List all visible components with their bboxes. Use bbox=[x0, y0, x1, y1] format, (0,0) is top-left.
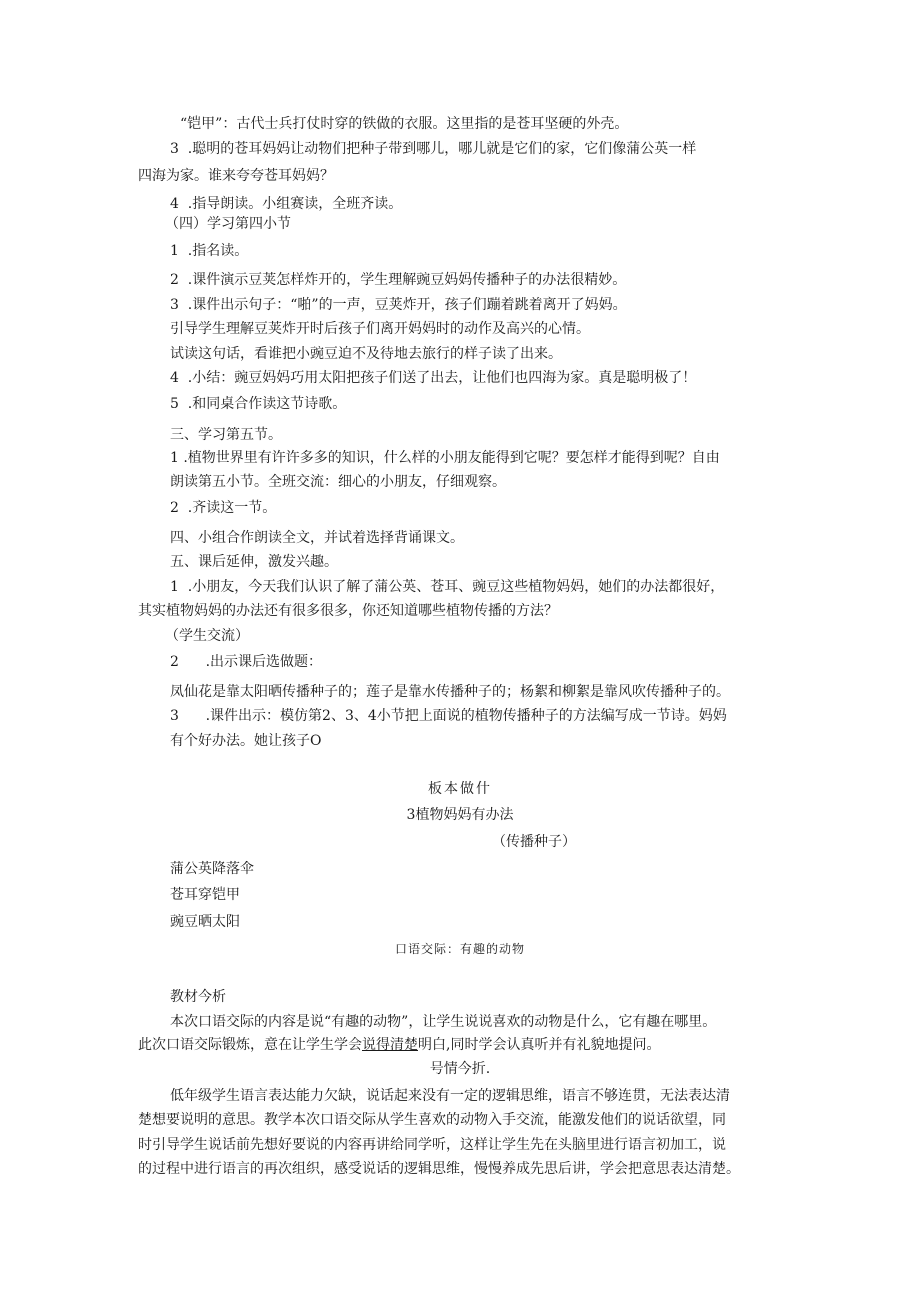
text-line: 3 .课件出示：模仿第2、3、4小节把上面说的植物传播种子的方法编写成一节诗。妈妈 bbox=[170, 708, 727, 724]
board-item: 豌豆晒太阳 bbox=[170, 914, 240, 930]
section-heading: 四、小组合作朗读全文，并试着选择背诵课文。 bbox=[170, 530, 464, 546]
text-line: 试读这句话，看谁把小豌豆迫不及待地去旅行的样子读了出来。 bbox=[170, 346, 562, 362]
underlined-phrase: 说得清楚 bbox=[362, 1037, 418, 1053]
text-line: 2 .课件演示豆荚怎样炸开的，学生理解豌豆妈妈传播种子的办法很精妙。 bbox=[170, 272, 627, 288]
text-segment: 明白,同时学会认真听并有礼貌地提问。 bbox=[418, 1037, 661, 1053]
text-line bbox=[138, 1036, 660, 1054]
text-line: “铠甲”：古代士兵打仗时穿的铁做的衣服。这里指的是苍耳坚硬的外壳。 bbox=[180, 116, 629, 132]
oral-heading: 口语交际：有趣的动物 bbox=[394, 942, 525, 956]
board-subtitle: （传播种子） bbox=[492, 834, 576, 850]
text-line: 1 .小朋友，今天我们认识了解了蒲公英、苍耳、豌豆这些植物妈妈，她们的办法都很好， bbox=[170, 579, 725, 595]
text-line: 时引导学生说话前先想好要说的内容再讲给同学听，这样让学生先在头脑里进行语言初加工，说 bbox=[138, 1137, 726, 1153]
text-line: 引导学生理解豆荚炸开时后孩子们离开妈妈时的动作及高兴的心情。 bbox=[170, 321, 590, 337]
board-item: 蒲公英降落伞 bbox=[170, 861, 254, 877]
text-line: 四海为家。谁来夸夸苍耳妈妈？ bbox=[138, 168, 334, 184]
text-line: 有个好办法。她让孩子O bbox=[170, 733, 322, 749]
section-heading: 三、学习第五节。 bbox=[170, 427, 282, 443]
text-line: 1 .指名读。 bbox=[170, 243, 249, 259]
text-line: （学生交流） bbox=[165, 628, 249, 644]
section-heading: （四）学习第四小节 bbox=[165, 216, 291, 232]
text-line: 1 .植物世界里有许许多多的知识，什么样的小朋友能得到它呢？要怎样才能得到呢？自由 bbox=[170, 450, 720, 466]
text-line: 的过程中进行语言的再次组织，感受说话的逻辑思维，慢慢养成先思后讲，学会把意思表达清楚。 bbox=[138, 1161, 740, 1177]
section-heading: 五、课后延伸，激发兴趣。 bbox=[170, 554, 338, 570]
text-line: 3 .课件出示句子：“啪”的一声，豆荚炸开，孩子们蹦着跳着离开了妈妈。 bbox=[170, 297, 627, 313]
board-heading: 板本做什 bbox=[428, 781, 492, 797]
text-line: 低年级学生语言表达能力欠缺，说话起来没有一定的逻辑思维，语言不够连贯，无法表达清 bbox=[170, 1088, 730, 1104]
student-heading: 号情今折. bbox=[429, 1061, 491, 1077]
text-line: 其实植物妈妈的办法还有很多很多，你还知道哪些植物传播的方法？ bbox=[138, 603, 558, 619]
board-item: 苍耳穿铠甲 bbox=[170, 887, 240, 903]
text-line: 朗读第五小节。全班交流：细心的小朋友，仔细观察。 bbox=[170, 474, 506, 490]
text-line: 5 .和同桌合作读这节诗歌。 bbox=[170, 396, 347, 412]
text-line: 3 .聪明的苍耳妈妈让动物们把种子带到哪儿，哪儿就是它们的家，它们像蒲公英一样 bbox=[170, 141, 697, 157]
text-segment: 此次口语交际锻炼，意在让学生学会 bbox=[138, 1037, 362, 1053]
material-heading: 教材今析 bbox=[170, 989, 226, 1005]
text-line: 2 .齐读这一节。 bbox=[170, 500, 277, 516]
text-line: 楚想要说明的意思。教学本次口语交际从学生喜欢的动物入手交流，能激发他们的说话欲望，同 bbox=[138, 1112, 726, 1128]
text-line: 4 .小结：豌豆妈妈巧用太阳把孩子们送了出去，让他们也四海为家。真是聪明极了！ bbox=[170, 370, 697, 386]
text-line: 凤仙花是靠太阳晒传播种子的；莲子是靠水传播种子的；杨絮和柳絮是靠风吹传播种子的。 bbox=[170, 684, 730, 700]
text-line: 2 .出示课后选做题： bbox=[170, 654, 323, 670]
text-line: 本次口语交际的内容是说“有趣的动物”，让学生说说喜欢的动物是什么，它有趣在哪里。 bbox=[170, 1014, 717, 1030]
board-title: 3植物妈妈有办法 bbox=[406, 807, 514, 823]
text-line: 4 .指导朗读。小组赛读，全班齐读。 bbox=[170, 196, 403, 212]
